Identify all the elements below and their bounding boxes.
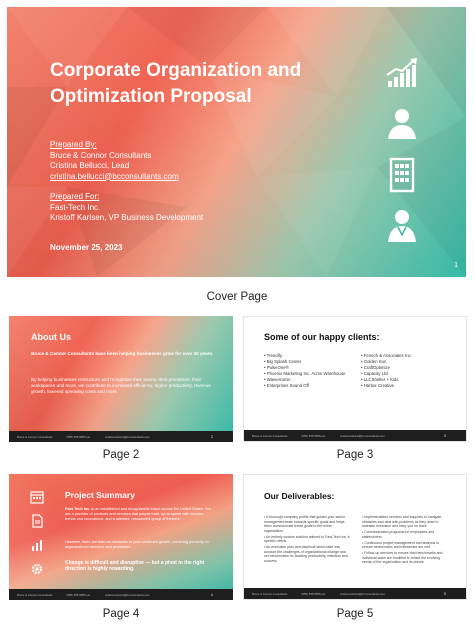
doctor-icon	[384, 207, 420, 243]
list-item: • An execution plan and playbook which take into account the challenges of organizational change and set benchmarks for tracking productivity, retention and success	[264, 545, 350, 563]
clients-list-left	[264, 353, 359, 388]
slide-page-2[interactable]	[9, 316, 233, 442]
list-item: • LLCShelter + Kids	[361, 377, 456, 383]
prepared-by-line: Cristina Bellucci, Lead	[50, 161, 130, 170]
list-item: • A thorough company profile that guides your senior management team towards specific goals and helps them communicate these goals to the entire organization	[264, 515, 350, 533]
list-item: • Capacity Ltd.	[361, 371, 456, 377]
prepared-for-line: Fast-Tech Inc.	[50, 202, 101, 212]
slide-page-5[interactable]	[243, 474, 467, 600]
caption-cover: Cover Page	[206, 291, 268, 303]
slide-heading: Project Summary	[65, 490, 135, 500]
slide-footer: Bruce & Connor Consultants (555) 555-5555 ext. cristina.bellucci@bcconsultants.com 3	[244, 430, 466, 441]
prepared-for-label: Prepared For:	[50, 192, 100, 201]
caption-page-2: Page 2	[102, 449, 140, 461]
list-item: • Golden Sun	[361, 359, 456, 365]
slide-page-3[interactable]	[243, 316, 467, 442]
person-icon	[384, 105, 420, 141]
list-item: • Implementation services and supports to navigate obstacles and deal with problems as they arise to maintain execution and keep you on track	[362, 515, 448, 529]
building-icon	[384, 157, 420, 193]
caption-page-3: Page 3	[336, 449, 374, 461]
list-item: • Communication programs for employees and stakeholders	[362, 530, 448, 539]
list-item: • Trendify	[264, 353, 359, 359]
cover-date: November 25, 2023	[50, 243, 123, 252]
calendar-icon	[30, 490, 44, 504]
list-item: • Follow-up services to ensure that benchmarks and individual tasks are modified to reflect the evolving needs of the organization and its clients	[362, 551, 448, 565]
page-number: 1	[454, 262, 458, 269]
prepared-by-label: Prepared By:	[50, 140, 97, 149]
slide-heading: Some of our happy clients:	[264, 332, 380, 342]
clients-list-right	[361, 353, 456, 388]
page-number: 5	[443, 591, 446, 596]
page-number: 4	[210, 592, 213, 597]
list-item: • Fenech & Associates Inc.	[361, 353, 456, 359]
cover-title: Corporate Organization and Optimization Proposal	[50, 60, 302, 107]
list-item: • WaveAtomic	[264, 377, 359, 383]
list-item: • Big Splash Center	[264, 359, 359, 365]
page-number: 2	[210, 434, 213, 439]
slide-heading: Our Deliverables:	[264, 491, 335, 501]
deliverables-list-left	[264, 515, 350, 565]
slide-page-4[interactable]	[9, 474, 233, 600]
caption-page-5: Page 5	[336, 608, 374, 620]
slide-footer: Bruce & Connor Consultants (555) 555-5555 ext. cristina.bellucci@bcconsultants.com 2	[9, 431, 233, 442]
chart-icon	[30, 538, 44, 552]
prepared-by-line: Bruce & Connor Consultants	[50, 150, 152, 160]
cover-info	[50, 140, 260, 224]
deliverables-list-right	[362, 515, 448, 566]
list-item: • CraftOptimize	[361, 365, 456, 371]
list-item: • Phoenix Marketing Inc. Acme Warehouse	[264, 371, 359, 377]
list-item: • PulseOne®	[264, 365, 359, 371]
slide-paragraph: Change is difficult and disruptive — but a pivot in the right direction is highly rewarding.	[65, 560, 205, 573]
page-number: 3	[443, 433, 446, 438]
slide-paragraph: Bruce & Connor Consultants have been helping businesses grow for over 20 years.	[31, 351, 214, 356]
slide-paragraph: Fast-Tech Inc. is an established and recognizable brand across the United States. You are a provider of products and services that people trust, up-to-speed with industry trends and innovations, and a talented, resourceful group of thinkers.	[65, 507, 212, 521]
slide-footer: Bruce & Connor Consultants (555) 555-5555 ext. cristina.bellucci@bcconsultants.com 5	[244, 588, 466, 599]
slide-paragraph: However, there are internal obstacles to your continued growth, centering primarily on organizational structure and processes.	[65, 540, 209, 549]
document-icon	[30, 514, 44, 528]
slide-paragraph: By helping businesses restructure and reorganize their teams, their processes, their workspaces and more, we contribute to increased efficiency, higher productivity, revenue growth, lowered operating costs and more.	[31, 377, 211, 394]
prepared-for-line: Kristoff Karlsen, VP Business Development	[50, 213, 204, 222]
growth-chart-icon	[384, 55, 420, 91]
list-item: • Enterprises Sound Off	[264, 383, 359, 389]
list-item: • Harbor Creative	[361, 383, 456, 389]
slide-heading: About Us	[31, 332, 71, 342]
gear-icon	[30, 562, 44, 576]
caption-page-4: Page 4	[102, 608, 140, 620]
contact-email[interactable]: cristina.bellucci@bcconsultants.com	[50, 171, 179, 181]
cover-slide[interactable]	[7, 7, 466, 277]
slide-footer: Bruce & Connor Consultants (555) 555-5555 ext. cristina.bellucci@bcconsultants.com 4	[9, 589, 233, 600]
list-item: • An entirely custom solution tailored to Fast-Tech Inc.'s specific needs	[264, 535, 350, 544]
list-item: • Continuous project management and analysis to ensure benchmarks and milestones are met	[362, 541, 448, 550]
